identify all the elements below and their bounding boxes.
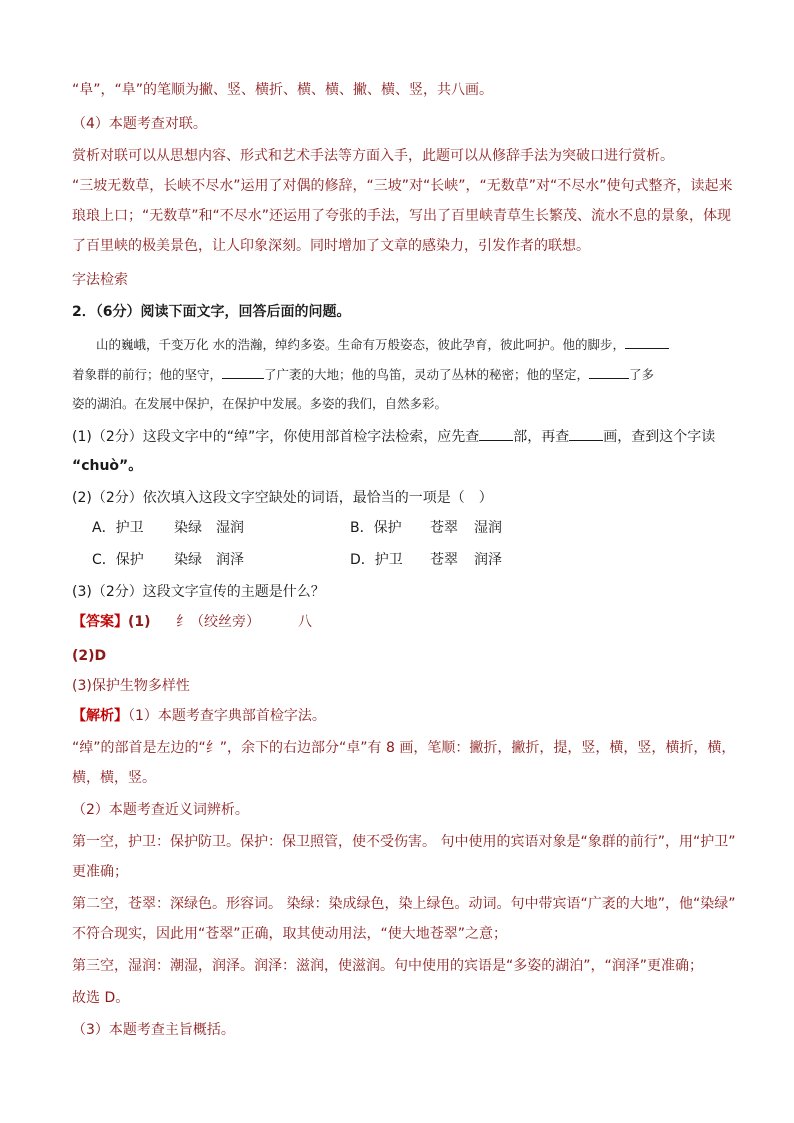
analysis-text: （3）本题考查主旨概括。 — [72, 1022, 235, 1038]
analysis-text: 第一空，护卫：保护防卫。保护：保卫照管，使不受伤害。 句中使用的宾语对象是“象群的前行”，用“护卫” — [72, 834, 736, 850]
analysis-text: 更准确； — [72, 864, 128, 880]
question-text: (1)（2分）这段文字中的“绰”字，你使用部首检字法检索，应先查 — [72, 429, 480, 445]
answer-3: (3)保护生物多样性 — [72, 678, 190, 694]
text-line: 赏析对联可以从思想内容、形式和艺术手法等方面入手，此题可以从修辞手法为突破口进行赏析。 — [72, 148, 674, 164]
passage-line — [72, 364, 654, 385]
answer-label: (1) — [128, 614, 151, 630]
option-a — [92, 518, 144, 538]
passage-text: 山的巍峨，千变万化 水的浩瀚，绰约多姿。生命有万般姿态，彼此孕育，彼此呵护。他的脚步， — [96, 337, 625, 352]
passage-line: 姿的湖泊。在发展中保护，在保护中发展。多姿的我们，自然多彩。 — [72, 396, 448, 411]
option-d: D．护卫 — [350, 552, 403, 568]
answer-tag: 【答案】 — [72, 614, 128, 630]
passage-line — [96, 334, 669, 355]
text-line: “三坡无数草，长峡不尽水”运用了对偶的修辞，“三坡”对“长峡”，“无数草”对“不尽水”使句式整齐，读起来 — [72, 178, 733, 194]
option-c: C．保护 — [92, 552, 144, 568]
passage-text: 了多 — [629, 367, 655, 382]
analysis-text: 第二空，苍翠：深绿色。形容词。 染绿：染成绿色，染上绿色。动词。句中带宾语“广袤的大地”，他“染绿” — [72, 896, 736, 912]
analysis-line — [72, 706, 326, 726]
question-title — [72, 302, 350, 322]
analysis-text: 横，横，竖。 — [72, 770, 156, 786]
option-label: A．护卫 — [92, 520, 144, 536]
section-title: 字法检索 — [72, 272, 128, 288]
question-text: 2．（6分）阅读下面文字，回答后面的问题。 — [72, 304, 351, 320]
answer-line — [72, 612, 151, 632]
analysis-text: （1）本题考查字典部首检字法。 — [128, 708, 326, 724]
answer-1-strokes: 八 — [298, 614, 312, 630]
pinyin-text: “chuò”。 — [72, 458, 143, 474]
option-b-word2: 苍翠 — [430, 520, 458, 536]
answer-blank — [569, 426, 603, 441]
analysis-text: “绰”的部首是左边的“纟”，余下的右边部分“卓”有 8 画，笔顺：撇折，撇折，提，竖，横，竖，横折，横， — [72, 740, 736, 756]
analysis-text: 故选 D。 — [72, 990, 130, 1006]
blank-1 — [625, 334, 669, 349]
analysis-text: 第三空，湿润：潮湿，润泽。润泽：滋润，使滋润。句中使用的宾语是“多姿的湖泊”，“润泽”更准确； — [72, 958, 704, 974]
section-heading: （4）本题考查对联。 — [72, 116, 207, 132]
option-a-word3: 湿润 — [216, 520, 244, 536]
option-a-word2: 染绿 — [174, 520, 202, 536]
text-line: 琅琅上口；“无数草”和“不尽水”还运用了夸张的手法，写出了百里峡青草生长繁茂、流水不息的景象，体现 — [72, 208, 732, 224]
passage-text: 了广袤的大地；他的鸟笛，灵动了丛林的秘密；他的坚定， — [264, 367, 590, 382]
option-b: B．保护 — [350, 520, 402, 536]
analysis-text: （2）本题考查近义词辨析。 — [72, 802, 249, 818]
passage-text: 着象群的前行；他的坚守， — [72, 367, 223, 382]
subquestion-2: (2)（2分）依次填入这段文字空缺处的词语，最恰当的一项是（ ） — [72, 490, 493, 506]
analysis-tag: 【解析】 — [72, 708, 128, 724]
option-c-word3: 润泽 — [216, 552, 244, 568]
question-text: 画，查到这个字读 — [603, 429, 716, 445]
option-b-word3: 湿润 — [474, 520, 502, 536]
subquestion-1 — [72, 426, 715, 447]
text-line: “阜”，“阜”的笔顺为撇、竖、横折、横、横、撇、横、竖，共八画。 — [72, 82, 494, 98]
answer-2: (2)D — [72, 648, 107, 664]
answer-blank — [479, 426, 513, 441]
question-text: 部，再查 — [513, 429, 570, 445]
text-line: 了百里峡的极美景色，让人印象深刻。同时增加了文章的感染力，引发作者的联想。 — [72, 238, 590, 254]
subquestion-3: (3)（2分）这段文字宣传的主题是什么？ — [72, 584, 325, 600]
option-c-word2: 染绿 — [174, 552, 202, 568]
blank-2 — [222, 364, 264, 379]
option-d-word2: 苍翠 — [430, 552, 458, 568]
answer-1-radical: 纟（绞丝旁） — [176, 614, 260, 630]
option-d-word3: 润泽 — [474, 552, 502, 568]
blank-3 — [589, 364, 629, 379]
analysis-text: 不符合现实，因此用“苍翠”正确，取其使动用法，“使大地苍翠”之意； — [72, 926, 508, 942]
